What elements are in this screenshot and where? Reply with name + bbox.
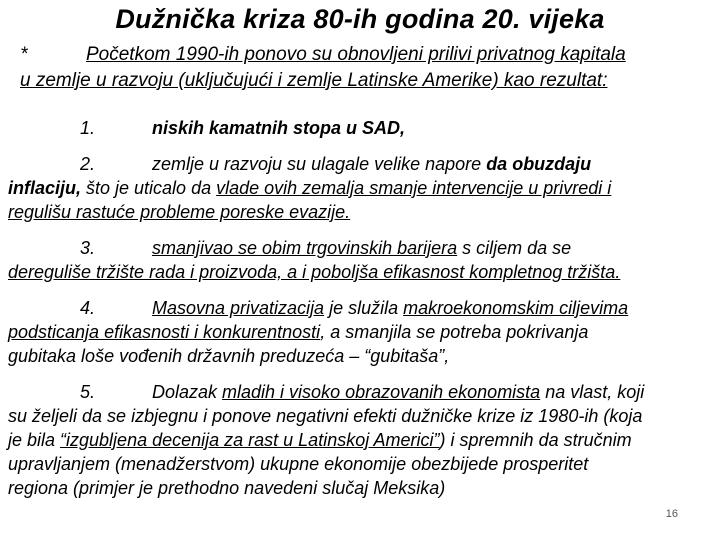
item-text: Dolazak (152, 382, 223, 402)
item-number: 1. (80, 118, 96, 138)
intro-line-2: u zemlje u razvoju (uključujući i zemlje Latinske Amerike) kao rezultat: (20, 70, 608, 91)
item-text-underlined: makroekonomskim ciljevima (403, 298, 629, 318)
item-text: zemlje u razvoju su ulagale velike napore (152, 154, 487, 174)
item-text: je bila (8, 430, 61, 450)
bullet-marker: * (21, 44, 29, 65)
item-number: 3. (80, 238, 96, 258)
item-text: ) i spremnih da stručnim (439, 430, 632, 450)
item-text-bold: da obuzdaju (486, 154, 592, 174)
item-text-underlined: dereguliše tržište rada i proizvoda, a i poboljša efikasnost kompletnog tržišta. (8, 262, 621, 282)
item-text: upravljanjem (menadžerstvom) ukupne ekonomije obezbijede prosperitet (8, 454, 589, 474)
item-text-underlined: smanjivao se obim trgovinskih barijera (152, 238, 458, 258)
item-text-underlined: “izgubljena decenija za rast u Latinskoj Americi” (60, 430, 440, 450)
item-number: 4. (80, 298, 96, 318)
item-number: 2. (80, 154, 96, 174)
item-text: je služila (324, 298, 404, 318)
item-text-underlined: regulišu rastuće probleme poreske evazije. (8, 202, 351, 222)
item-text: na vlast, koji (540, 382, 645, 402)
item-text: regiona (primjer je prethodno navedeni slučaj Meksika) (8, 478, 446, 498)
item-text: niskih kamatnih stopa u SAD, (152, 118, 406, 138)
intro-line-1: Početkom 1990-ih ponovo su obnovljeni prilivi privatnog kapitala (86, 44, 626, 65)
item-text-bold: inflaciju, (8, 178, 82, 198)
item-text-underlined: Masovna privatizacija (152, 298, 325, 318)
list-item-2 (8, 152, 712, 224)
slide-title: Dužnička kriza 80-ih godina 20. vijeka (115, 4, 605, 34)
item-text-underlined: mladih i visoko obrazovanih ekonomista (222, 382, 541, 402)
page-number: 16 (665, 508, 678, 520)
list-item-1 (8, 116, 712, 140)
list-item-3 (8, 236, 712, 284)
item-text: s ciljem da se (457, 238, 572, 258)
intro-paragraph (22, 42, 712, 94)
item-text: gubitaka loše vođenih državnih preduzeća – “gubitaša”, (8, 346, 450, 366)
item-text-underlined: podsticanja efikasnosti i konkurentnosti (8, 322, 321, 342)
item-text: , a smanjila se potreba pokrivanja (320, 322, 589, 342)
item-text-underlined: vlade ovih zemalja smanje intervencije u privredi i (216, 178, 612, 198)
item-text: što je uticalo da (81, 178, 217, 198)
item-number: 5. (80, 382, 96, 402)
list-item-4 (8, 296, 712, 368)
item-text: su željeli da se izbjegnu i ponove negativni efekti dužničke krize iz 1980-ih (koja (8, 406, 643, 426)
list-item-5 (8, 380, 712, 500)
